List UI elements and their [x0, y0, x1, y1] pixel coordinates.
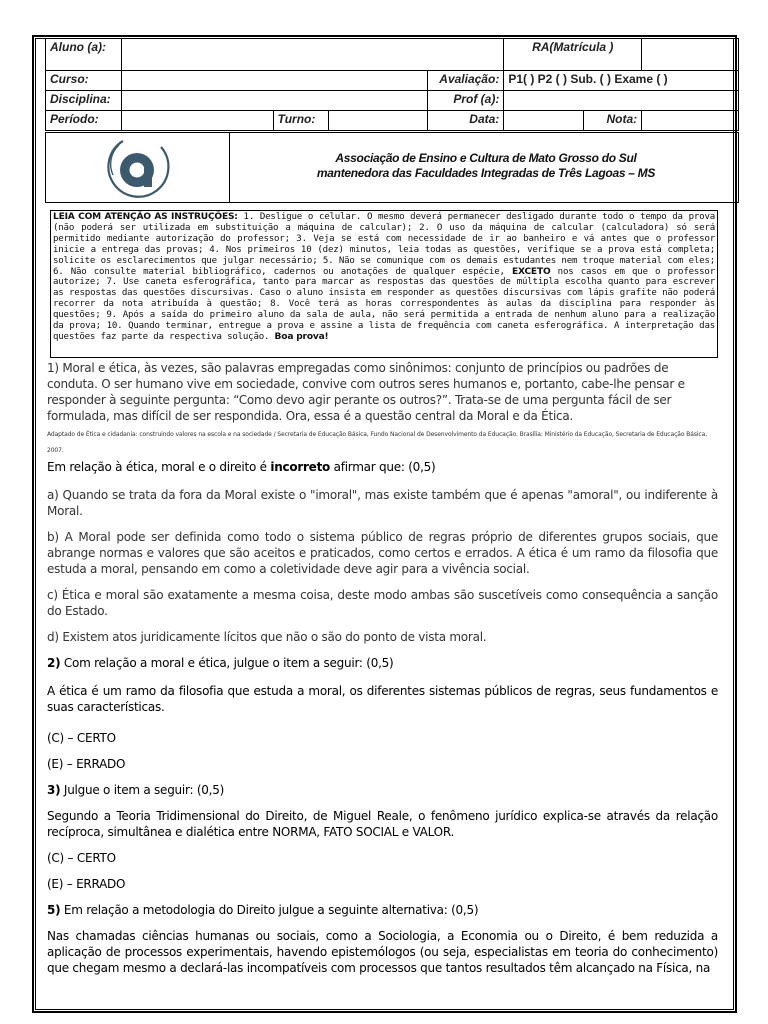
- instructions-heading: LEIA COM ATENÇÃO AS INSTRUÇÕES:: [53, 212, 238, 222]
- exam-questions: [47, 360, 718, 976]
- prof-label: Prof (a):: [428, 91, 504, 111]
- q1-option-b[interactable]: b) A Moral pode ser definida como todo o sistema público de regras próprio de diferentes grupos sociais, que abrange normas e valores que são aceitos e praticados, como certos e errados. A ética é um ramo da filosofia que estuda a moral, pensando em como a coletividade deve agir para a vivência social.: [47, 530, 718, 576]
- q1-number: 1): [47, 361, 59, 375]
- q3-prompt: 3) Julgue o item a seguir: (0,5): [47, 783, 225, 797]
- nota-field[interactable]: [642, 111, 739, 131]
- instructions-body-1: 1. Desligue o celular. O mesmo deverá permanecer desligado durante todo o tempo da prova (não poderá ser utilizada em substituição a máquina de calcular); 2. O uso da máquina de calcular (calculadora) só será permitido mediante autorização do professor; 3. Veja se está com necessidade de ir ao banheiro e vá antes que o professor inicie a entrega das provas; 4. Nos primeiros 10 (dez) minutos, leia todas as questões, verifique se a prova está completa; solicite os esclarecimentos que julgar necessário; 5. Não se comunique com os demais estudantes nem troque material com eles; 6. Não consulte material bibliográfico, cadernos ou anotações de qualquer espécie,: [53, 212, 716, 277]
- q1-option-a[interactable]: a) Quando se trata da fora da Moral existe o "imoral", mas existe também que é apenas "amoral", ou indiferente à Moral.: [47, 488, 718, 518]
- periodo-label: Período:: [46, 111, 122, 131]
- q5-prompt: 5) Em relação a metodologia do Direito julgue a seguinte alternativa: (0,5): [47, 903, 479, 917]
- disciplina-field[interactable]: [121, 91, 427, 111]
- q1-prompt: Em relação à ética, moral e o direito é incorreto afirmar que: (0,5): [47, 460, 436, 474]
- avaliacao-label: Avaliação:: [428, 71, 504, 91]
- logo-cell: [46, 133, 230, 202]
- q1-option-d[interactable]: d) Existem atos juridicamente lícitos que não o são do ponto de vista moral.: [47, 630, 487, 644]
- q2-prompt: 2) Com relação a moral e ética, julgue o item a seguir: (0,5): [47, 656, 394, 670]
- q2-certo-option[interactable]: (C) – CERTO: [47, 731, 116, 745]
- aluno-label: Aluno (a):: [46, 39, 122, 71]
- disciplina-label: Disciplina:: [46, 91, 122, 111]
- data-label: Data:: [428, 111, 504, 131]
- aluno-field[interactable]: [121, 39, 503, 71]
- instructions-body-2: nos casos em que o professor autorize; 7. Use caneta esferográfica, tanto para marcar as respostas das questões de múltipla escolha quanto para escrever as respostas das questões discursivas. Caso o aluno insista em responder as questões discursivas com lápis grafite não poderá recorrer da nota atribuída à questão; 8. Você terá as horas correspondentes às aulas da disciplina para responder às questões; 9. Após a saída do primeiro aluno da sala de aula, não será permitida a entrada de nenhum aluno para a realização da prova; 10. Quando terminar, entregue a prova e assine a lista de frequência com caneta esferográfica. A interpretação das questões faz parte da respectiva solução.: [53, 266, 715, 342]
- q1-text: 1) Moral e ética, às vezes, são palavras empregadas como sinônimos: conjunto de princípios ou padrões de conduta. O ser humano vive em sociedade, convive com outros seres humanos e, portanto, cabe-lhe pensar e responder à seguinte pergunta: “Como devo agir perante os outros?”. Trata-se de uma pergunta fácil de ser formulada, mas difícil de ser respondida. Ora, essa é a questão central da Moral e da Ética.: [47, 361, 685, 423]
- q3-certo-option[interactable]: (C) – CERTO: [47, 851, 116, 865]
- institution-line-1: Associação de Ensino e Cultura de Mato Grosso do Sul: [335, 151, 637, 165]
- avaliacao-options[interactable]: P1( ) P2 ( ) Sub. ( ) Exame ( ): [504, 71, 739, 91]
- periodo-field[interactable]: [121, 111, 273, 131]
- curso-field[interactable]: [121, 71, 427, 91]
- curso-label: Curso:: [46, 71, 122, 91]
- prof-field[interactable]: [504, 91, 739, 111]
- instructions-closing: Boa prova!: [274, 331, 329, 342]
- institution-name: [236, 151, 736, 181]
- instructions-exceto: EXCETO: [511, 266, 551, 277]
- institution-banner: [45, 132, 739, 203]
- data-field[interactable]: [504, 111, 584, 131]
- student-header-table: [45, 38, 739, 131]
- ra-label: RA(Matrícula ): [504, 39, 642, 71]
- turno-field[interactable]: [328, 111, 428, 131]
- nota-label: Nota:: [584, 111, 642, 131]
- q2-item: A ética é um ramo da filosofia que estuda a moral, os diferentes sistemas públicos de regras, seus fundamentos e suas características.: [47, 684, 718, 714]
- q1-option-c[interactable]: c) Ética e moral são exatamente a mesma coisa, deste modo ambas são suscetíveis como consequência a sanção do Estado.: [47, 588, 718, 618]
- turno-label: Turno:: [273, 111, 328, 131]
- q3-item: Segundo a Teoria Tridimensional do Direito, de Miguel Reale, o fenômeno jurídico explica-se através da relação recíproca, simultânea e dialética entre NORMA, FATO SOCIAL e VALOR.: [47, 809, 718, 839]
- q5-item: Nas chamadas ciências humanas ou sociais, como a Sociologia, a Economia ou o Direito, é bem reduzida a aplicação de processos experimentais, havendo epistemólogos (ou seja, especialistas em teoria do conhecimento) que chegam mesmo a declará-las incompatíveis com processos que tantos resultados têm alcançado na Física, na: [47, 929, 718, 975]
- ra-field[interactable]: [642, 39, 739, 71]
- q3-errado-option[interactable]: (E) – ERRADO: [47, 877, 126, 891]
- aems-logo-icon: [101, 135, 171, 201]
- q2-errado-option[interactable]: (E) – ERRADO: [47, 757, 126, 771]
- q1-source: Adaptado de Ética e cidadania: construindo valores na escola e na sociedade / Secretaria de Educação Básica, Fundo Nacional de Desenvolvimento da Educação. Brasília: Ministério da Educação, Secretaria de Educação Básica, 2007.: [47, 431, 708, 454]
- institution-line-2: mantenedora das Faculdades Integradas de Três Lagoas – MS: [316, 166, 656, 180]
- instructions-box: [50, 210, 718, 358]
